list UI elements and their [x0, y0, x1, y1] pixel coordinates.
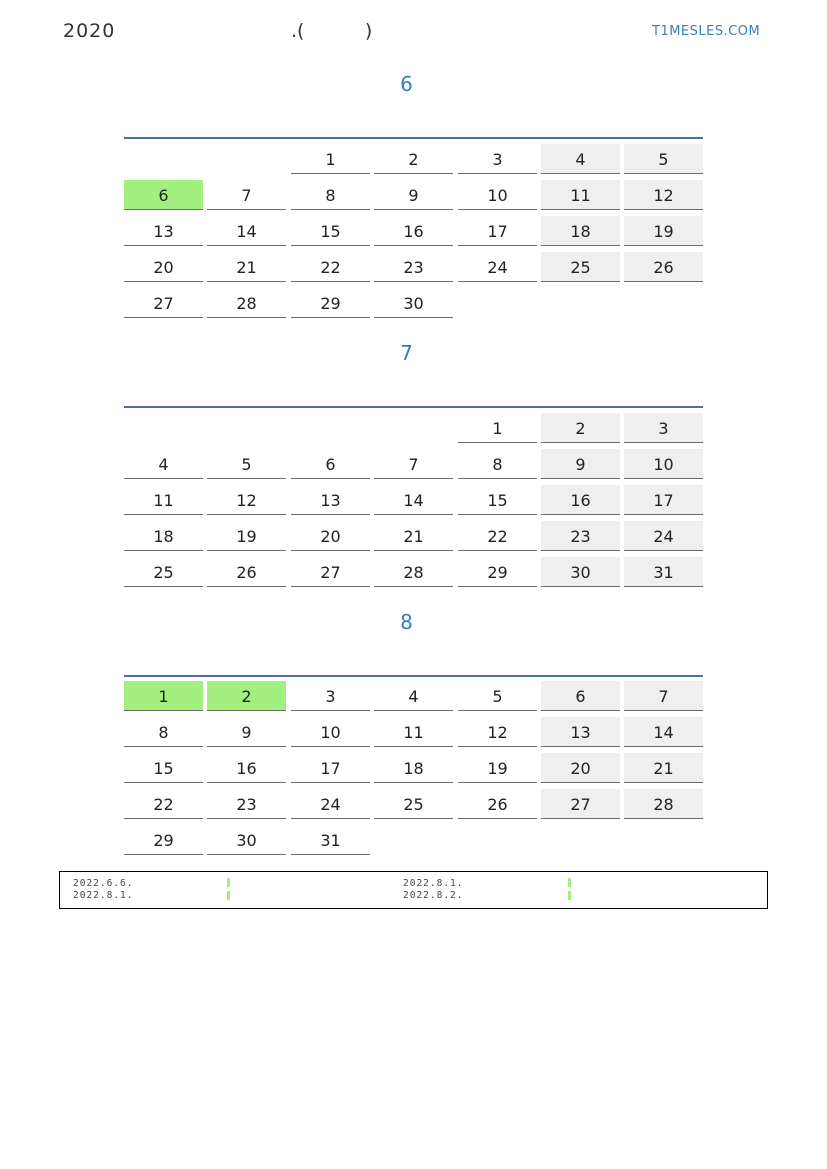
day-cell: 9	[541, 449, 620, 479]
day-cell: 4	[541, 144, 620, 174]
day-cell: 26	[458, 789, 537, 819]
month-title: 8	[400, 610, 413, 634]
day-cell: 17	[458, 216, 537, 246]
day-cell: 20	[124, 252, 203, 282]
day-cell: 1	[291, 144, 370, 174]
month-title: 6	[400, 72, 413, 96]
legend-left-line-1: 2022.6.6.	[73, 878, 134, 889]
legend-right-line-1: 2022.8.1.	[403, 878, 464, 889]
day-cell: 10	[458, 180, 537, 210]
day-cell: 22	[458, 521, 537, 551]
day-cell: 11	[124, 485, 203, 515]
day-cell: 1	[124, 681, 203, 711]
day-cell: 11	[374, 717, 453, 747]
day-cell: 17	[291, 753, 370, 783]
day-cell: 8	[458, 449, 537, 479]
legend-box	[59, 871, 768, 909]
day-cell: 10	[624, 449, 703, 479]
day-cell: 12	[624, 180, 703, 210]
day-cell: 24	[291, 789, 370, 819]
day-cell: 30	[207, 825, 286, 855]
header-title-parenthetical: .( )	[291, 20, 373, 42]
day-cell: 3	[458, 144, 537, 174]
day-cell: 27	[541, 789, 620, 819]
legend-holiday-marker	[568, 878, 571, 887]
day-cell: 22	[291, 252, 370, 282]
day-cell: 8	[291, 180, 370, 210]
day-cell: 2	[541, 413, 620, 443]
day-cell: 12	[207, 485, 286, 515]
day-cell: 19	[624, 216, 703, 246]
day-cell: 16	[207, 753, 286, 783]
day-cell: 24	[624, 521, 703, 551]
day-cell: 30	[374, 288, 453, 318]
day-cell: 17	[624, 485, 703, 515]
day-cell: 15	[458, 485, 537, 515]
day-cell: 5	[624, 144, 703, 174]
day-cell: 16	[541, 485, 620, 515]
month-header-rule	[124, 675, 703, 677]
day-cell: 3	[291, 681, 370, 711]
day-cell: 6	[541, 681, 620, 711]
day-cell: 18	[124, 521, 203, 551]
day-cell: 27	[124, 288, 203, 318]
day-cell: 28	[624, 789, 703, 819]
day-cell: 10	[291, 717, 370, 747]
legend-holiday-marker	[227, 878, 230, 887]
month-title: 7	[400, 341, 413, 365]
day-cell: 28	[374, 557, 453, 587]
day-cell: 3	[624, 413, 703, 443]
day-cell: 18	[374, 753, 453, 783]
legend-left-line-2: 2022.8.1.	[73, 890, 134, 901]
day-cell: 2	[207, 681, 286, 711]
day-cell: 21	[374, 521, 453, 551]
header-year: 2020	[63, 20, 116, 42]
day-cell: 8	[124, 717, 203, 747]
day-cell: 31	[624, 557, 703, 587]
day-cell: 11	[541, 180, 620, 210]
day-cell: 5	[207, 449, 286, 479]
day-cell: 18	[541, 216, 620, 246]
site-link[interactable]: T1MESLES.COM	[652, 24, 761, 39]
day-cell: 7	[207, 180, 286, 210]
day-cell: 24	[458, 252, 537, 282]
day-cell: 20	[541, 753, 620, 783]
legend-holiday-marker	[227, 891, 230, 900]
day-cell: 2	[374, 144, 453, 174]
day-cell: 9	[374, 180, 453, 210]
day-cell: 9	[207, 717, 286, 747]
day-cell: 27	[291, 557, 370, 587]
day-cell: 14	[374, 485, 453, 515]
day-cell: 13	[124, 216, 203, 246]
day-cell: 12	[458, 717, 537, 747]
day-cell: 23	[374, 252, 453, 282]
day-cell: 31	[291, 825, 370, 855]
day-cell: 19	[207, 521, 286, 551]
day-cell: 30	[541, 557, 620, 587]
day-cell: 6	[124, 180, 203, 210]
day-cell: 19	[458, 753, 537, 783]
day-cell: 25	[541, 252, 620, 282]
day-cell: 7	[624, 681, 703, 711]
day-cell: 28	[207, 288, 286, 318]
legend-right-line-2: 2022.8.2.	[403, 890, 464, 901]
legend-holiday-marker	[568, 891, 571, 900]
day-cell: 7	[374, 449, 453, 479]
day-cell: 26	[207, 557, 286, 587]
day-cell: 25	[124, 557, 203, 587]
day-cell: 29	[291, 288, 370, 318]
day-cell: 14	[624, 717, 703, 747]
day-cell: 13	[541, 717, 620, 747]
day-cell: 13	[291, 485, 370, 515]
day-cell: 22	[124, 789, 203, 819]
day-cell: 4	[374, 681, 453, 711]
day-cell: 6	[291, 449, 370, 479]
day-cell: 29	[458, 557, 537, 587]
day-cell: 14	[207, 216, 286, 246]
day-cell: 26	[624, 252, 703, 282]
day-cell: 1	[458, 413, 537, 443]
day-cell: 16	[374, 216, 453, 246]
day-cell: 21	[624, 753, 703, 783]
day-cell: 5	[458, 681, 537, 711]
day-cell: 29	[124, 825, 203, 855]
month-header-rule	[124, 406, 703, 408]
day-cell: 15	[291, 216, 370, 246]
month-header-rule	[124, 137, 703, 139]
day-cell: 25	[374, 789, 453, 819]
day-cell: 15	[124, 753, 203, 783]
day-cell: 21	[207, 252, 286, 282]
day-cell: 4	[124, 449, 203, 479]
day-cell: 23	[207, 789, 286, 819]
day-cell: 20	[291, 521, 370, 551]
day-cell: 23	[541, 521, 620, 551]
